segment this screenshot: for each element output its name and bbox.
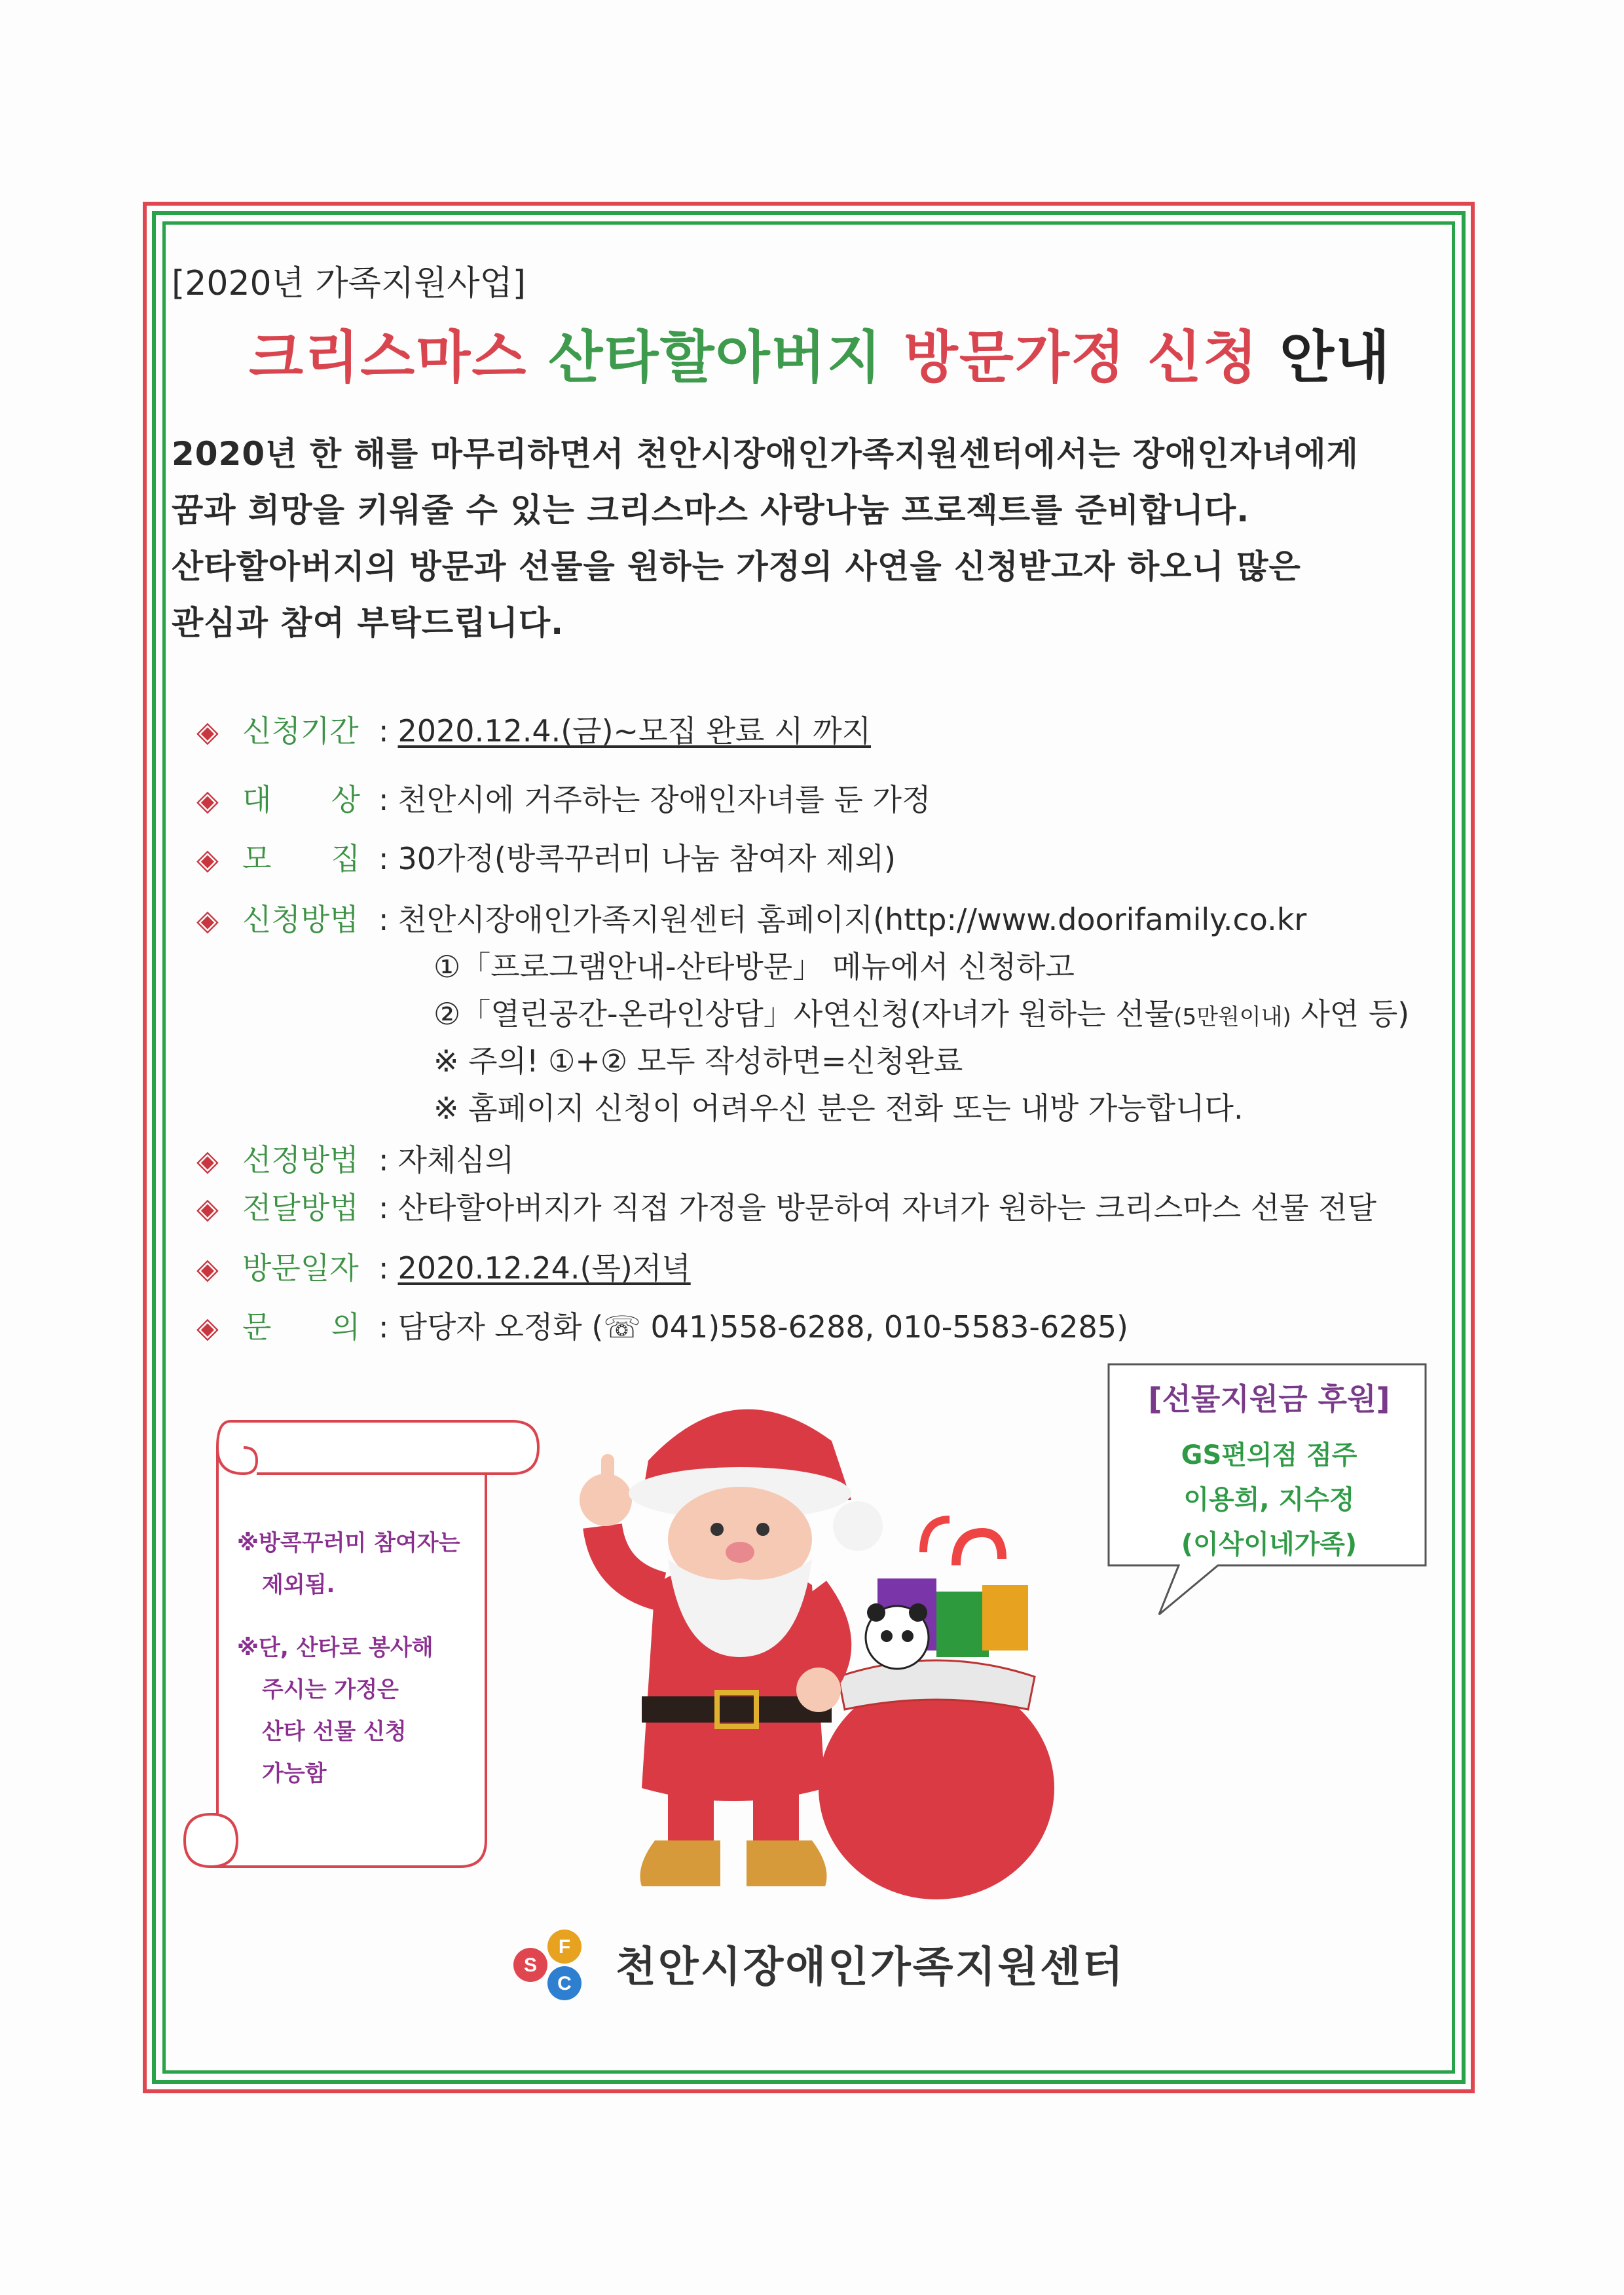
info-row-target xyxy=(196,776,931,819)
info-row-recruit xyxy=(196,835,896,878)
target-label-char: 상 xyxy=(331,782,360,817)
recruit-label xyxy=(242,835,360,878)
title-christmas: 크리스마스 xyxy=(249,325,528,390)
method-value: 천안시장애인가족지원센터 홈페이지(http://www.doorifamily.co.kr xyxy=(397,902,1307,937)
scroll-note-line: 주시는 가정은 xyxy=(262,1677,399,1703)
visit-date-value: 2020.12.24.(목)저녁 xyxy=(397,1250,691,1286)
colon: : xyxy=(378,782,389,817)
visit-date-label: 방문일자 xyxy=(242,1250,359,1286)
info-row-period xyxy=(196,707,871,751)
colon: : xyxy=(378,1309,389,1345)
method-step-1: ①「프로그램안내-산타방문」 메뉴에서 신청하고 xyxy=(434,949,1075,984)
method-step-2-text: ②「열린공간-온라인상담」사연신청(자녀가 원하는 선물 xyxy=(434,996,1174,1032)
selection-value: 자체심의 xyxy=(397,1142,515,1178)
colon: : xyxy=(378,713,389,749)
scroll-note-line: 가능함 xyxy=(262,1761,327,1787)
info-row-visit-date xyxy=(196,1244,691,1288)
page-title xyxy=(249,312,1391,393)
recruit-label-char: 모 xyxy=(242,841,272,876)
title-visit-application: 방문가정 신청 xyxy=(903,325,1259,390)
scroll-note-line: ※방콕꾸러미 참여자는 xyxy=(237,1530,460,1556)
program-subtitle: [2020년 가족지원사업] xyxy=(172,264,526,303)
diamond-bullet-icon: ◈ xyxy=(196,1192,219,1225)
title-santa: 산타할아버지 xyxy=(548,325,883,390)
scroll-note-line: 산타 선물 신청 xyxy=(262,1719,407,1745)
colon: : xyxy=(378,841,389,876)
scroll-note-line: 제외됨. xyxy=(262,1572,335,1598)
organization-name: 천안시장애인가족지원센터 xyxy=(616,1943,1125,1992)
selection-label: 선정방법 xyxy=(242,1142,359,1178)
colon: : xyxy=(378,1190,389,1225)
sponsor-line: 이용희, 지수정 xyxy=(1183,1485,1355,1515)
scroll-note-line: ※단, 산타로 봉사해 xyxy=(237,1635,434,1661)
colon: : xyxy=(378,902,389,937)
method-note-2: ※ 홈페이지 신청이 어려우신 분은 전화 또는 내방 가능합니다. xyxy=(434,1091,1244,1126)
method-step-2 xyxy=(434,990,1409,1034)
recruit-label-char: 집 xyxy=(331,841,360,876)
contact-value: 담당자 오정화 (☏ 041)558-6288, 010-5583-6285) xyxy=(397,1309,1128,1345)
contact-label-char: 문 xyxy=(242,1309,272,1345)
method-note-1: ※ 주의! ①+② 모두 작성하면=신청완료 xyxy=(434,1043,963,1079)
info-row-selection xyxy=(196,1136,514,1180)
diamond-bullet-icon: ◈ xyxy=(196,784,219,817)
sponsor-title: [선물지원금 후원] xyxy=(1148,1381,1390,1417)
period-value: 2020.12.4.(금)~모집 완료 시 까지 xyxy=(397,713,872,749)
sponsor-line: GS편의점 점주 xyxy=(1181,1440,1357,1470)
diamond-bullet-icon: ◈ xyxy=(196,1252,219,1286)
santa-illustration xyxy=(570,1369,1094,1906)
intro-line: 산타할아버지의 방문과 선물을 원하는 가정의 사연을 신청받고자 하오니 많은 xyxy=(172,548,1301,586)
info-row-method xyxy=(196,896,1306,939)
method-label: 신청방법 xyxy=(242,902,359,937)
diamond-bullet-icon: ◈ xyxy=(196,843,219,876)
target-value: 천안시에 거주하는 장애인자녀를 둔 가정 xyxy=(397,782,931,817)
logo-letter-c: C xyxy=(557,1973,572,1994)
intro-line: 꿈과 희망을 키워줄 수 있는 크리스마스 사랑나눔 프로젝트를 준비합니다. xyxy=(172,491,1250,529)
diamond-bullet-icon: ◈ xyxy=(196,1144,219,1178)
diamond-bullet-icon: ◈ xyxy=(196,715,219,749)
intro-line: 관심과 참여 부탁드립니다. xyxy=(172,604,564,642)
info-row-delivery xyxy=(196,1184,1376,1227)
delivery-label: 전달방법 xyxy=(242,1190,359,1225)
intro-line: 2020년 한 해를 마무리하면서 천안시장애인가족지원센터에서는 장애인자녀에게 xyxy=(172,435,1359,473)
diamond-bullet-icon: ◈ xyxy=(196,904,219,937)
period-label: 신청기간 xyxy=(242,713,359,749)
target-label xyxy=(242,776,360,819)
gift-limit-note: (5만원이내) xyxy=(1173,1004,1291,1030)
contact-label xyxy=(242,1303,360,1347)
method-step-2-tail: 사연 등) xyxy=(1291,996,1410,1032)
logo-letter-s: S xyxy=(523,1954,538,1976)
center-logo-icon xyxy=(504,1924,596,2003)
info-row-contact xyxy=(196,1303,1128,1347)
recruit-value: 30가정(방콕꾸러미 나눔 참여자 제외) xyxy=(397,841,896,876)
contact-label-char: 의 xyxy=(331,1309,360,1345)
delivery-value: 산타할아버지가 직접 가정을 방문하여 자녀가 원하는 크리스마스 선물 전달 xyxy=(397,1190,1376,1225)
colon: : xyxy=(378,1142,389,1178)
intro-paragraph xyxy=(172,426,1455,651)
diamond-bullet-icon: ◈ xyxy=(196,1311,219,1345)
target-label-char: 대 xyxy=(242,782,272,817)
colon: : xyxy=(378,1250,389,1286)
sponsor-line: (이삭이네가족) xyxy=(1181,1529,1357,1559)
title-guide: 안내 xyxy=(1280,325,1392,390)
logo-letter-f: F xyxy=(558,1936,571,1958)
